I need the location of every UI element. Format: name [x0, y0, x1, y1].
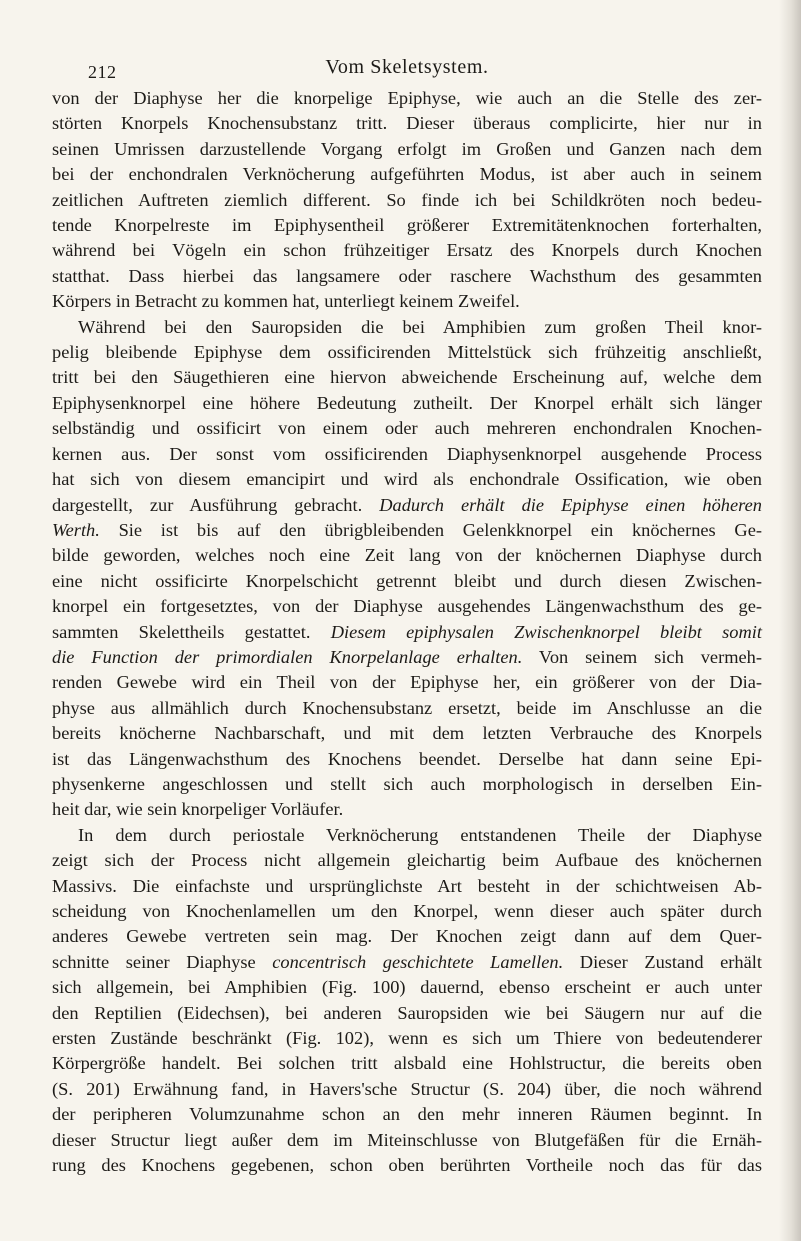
text-line: zeitlichen Auftreten ziemlich different. So finde ich bei Schildkröten noch bedeu-	[52, 189, 762, 210]
text-line: selbständig und ossificirt von einem oder auch mehreren enchondralen Knochen-	[52, 418, 762, 439]
text-line: Während bei den Sauropsiden die bei Amphibien zum großen Theil knor-	[78, 316, 762, 337]
text-line: von der Diaphyse her die knorpelige Epiphyse, wie auch an die Stelle des zer-	[52, 88, 762, 108]
text-line: ist das Längenwachsthum des Knochens beendet. Derselbe hat dann seine Epi-	[52, 748, 762, 769]
text-line: Epiphysenknorpel eine höhere Bedeutung zutheilt. Der Knorpel erhält sich länger	[52, 392, 762, 413]
text-line: Massivs. Die einfachste und ursprünglichste Art besteht in der schichtweisen Ab-	[52, 875, 762, 896]
text-line: (S. 201) Erwähnung fand, in Havers'sche Structur (S. 204) über, die noch während	[52, 1078, 762, 1099]
text-span: sammten Skelettheils gestattet.	[52, 621, 331, 642]
text-line	[52, 645, 762, 670]
text-line: sich allgemein, bei Amphibien (Fig. 100) dauernd, ebenso erscheint er auch unter	[52, 977, 762, 998]
text-line: rung des Knochens gegebenen, schon oben berührten Vortheile noch das für das	[52, 1155, 762, 1176]
text-line: seinen Umrissen darzustellende Vorgang erfolgt im Großen und Ganzen nach dem	[52, 138, 762, 159]
emphasized-text: concentrisch geschichtete Lamellen.	[272, 951, 564, 972]
text-line: hat sich von diesem emancipirt und wird als enchondrale Ossification, wie oben	[52, 469, 762, 490]
text-line: knorpel ein fortgesetztes, von der Diaphyse ausgehendes Längenwachsthum des ge-	[52, 596, 762, 617]
text-line: eine nicht ossificirte Knorpelschicht getrennt bleibt und durch diesen Zwischen-	[52, 570, 762, 591]
page-header	[52, 52, 762, 82]
text-line: heit dar, wie sein knorpeliger Vorläufer.	[52, 799, 344, 820]
text-line: In dem durch periostale Verknöcherung entstandenen Theile der Diaphyse	[78, 824, 762, 845]
text-line: Körpergröße handelt. Bei solchen tritt alsbald eine Hohlstructur, die bereits oben	[52, 1053, 762, 1074]
text-line: bei der enchondralen Verknöcherung aufgeführten Modus, ist aber auch in seinem	[52, 164, 762, 185]
text-line: scheidung von Knochenlamellen um den Knorpel, wenn dieser auch später durch	[52, 901, 762, 921]
text-line: pelig bleibende Epiphyse dem ossificirenden Mittelstück sich frühzeitig anschließt,	[52, 342, 762, 363]
text-line: tritt bei den Säugethieren eine hiervon abweichende Erscheinung auf, welche dem	[52, 367, 762, 388]
running-title: Vom Skeletsystem.	[325, 56, 489, 78]
text-line: renden Gewebe wird ein Theil von der Epiphyse her, ein größerer von der Dia-	[52, 672, 762, 693]
text-line: bilde geworden, welches noch eine Zeit lang von der knöchernen Diaphyse durch	[52, 545, 762, 566]
emphasized-text: Diesem epiphysalen Zwischenknorpel bleibt somit	[330, 621, 762, 642]
text-line: statthat. Dass hierbei das langsamere oder raschere Wachsthum des gesammten	[52, 265, 762, 286]
text-line: bereits knöcherne Nachbarschaft, und mit dem letzten Verbrauche des Knorpels	[52, 723, 762, 744]
text-line	[52, 493, 762, 518]
text-span: Dieser Zustand erhält	[563, 951, 762, 972]
text-line: zeigt sich der Process nicht allgemein gleichartig beim Aufbaue des knöchernen	[52, 850, 762, 871]
text-line: den Reptilien (Eidechsen), bei anderen Sauropsiden wie bei Säugern nur auf die	[52, 1002, 762, 1023]
text-line: physenkerne angeschlossen und stellt sich auch morphologisch in derselben Ein-	[52, 773, 762, 794]
text-line: dieser Structur liegt außer dem im Miteinschlusse von Blutgefäßen für die Ernäh-	[52, 1129, 762, 1150]
emphasized-text: die Function der primordialen Knorpelanlage erhalten.	[52, 646, 523, 667]
text-span: schnitte seiner Diaphyse	[52, 951, 273, 972]
text-line: während bei Vögeln ein schon frühzeitiger Ersatz des Knorpels durch Knochen	[52, 240, 762, 261]
text-line: störten Knorpels Knochensubstanz tritt. Dieser überaus complicirte, hier nur in	[52, 113, 762, 134]
body-text	[52, 86, 762, 1178]
emphasized-text: Werth.	[52, 519, 100, 540]
text-line	[52, 518, 762, 543]
text-span: Von seinem sich vermeh-	[522, 646, 762, 667]
text-line: physe aus allmählich durch Knochensubstanz ersetzt, beide im Anschlusse an die	[52, 697, 762, 718]
text-line: der peripheren Volumzunahme schon an den mehr inneren Räumen beginnt. In	[52, 1104, 762, 1125]
text-line: Körpers in Betracht zu kommen hat, unterliegt keinem Zweifel.	[52, 291, 520, 312]
text-span: dargestellt, zur Ausführung gebracht.	[52, 494, 380, 515]
page-number: 212	[88, 62, 117, 82]
text-line: kernen aus. Der sonst vom ossificirenden Diaphysenknorpel ausgehende Process	[52, 443, 762, 464]
text-line	[52, 620, 762, 645]
text-line: ersten Zustände beschränkt (Fig. 102), wenn es sich um Thiere von bedeutenderer	[52, 1028, 762, 1049]
text-line: tende Knorpelreste im Epiphysentheil größerer Extremitätenknochen forterhalten,	[52, 215, 762, 236]
text-line: anderes Gewebe vertreten sein mag. Der Knochen zeigt dann auf dem Quer-	[52, 926, 762, 947]
text-span: Sie ist bis auf den übrigbleibenden Gelenkknorpel ein knöchernes Ge-	[99, 519, 762, 540]
page-edge-shadow	[779, 0, 801, 1241]
emphasized-text: Dadurch erhält die Epiphyse einen höheren	[379, 494, 762, 515]
text-line	[52, 950, 762, 975]
